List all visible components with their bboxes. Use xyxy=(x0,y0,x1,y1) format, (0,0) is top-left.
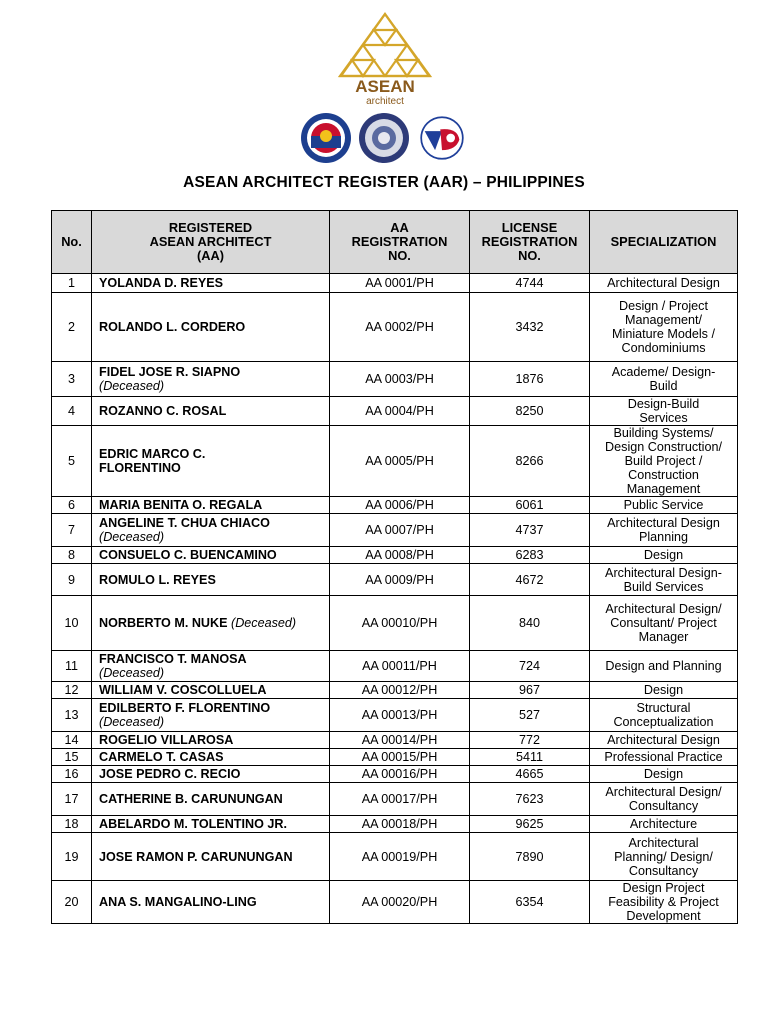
license-registration-no: 7623 xyxy=(470,783,590,816)
specialization-line: Planning/ Design/ xyxy=(614,849,713,864)
license-registration-no: 8266 xyxy=(470,426,590,497)
architect-name-text: WILLIAM V. COSCOLLUELA xyxy=(99,683,267,697)
row-number: 12 xyxy=(52,682,92,699)
header-aa-line: NO. xyxy=(388,248,411,263)
aa-registration-no: AA 0008/PH xyxy=(330,547,470,564)
license-registration-no: 772 xyxy=(470,732,590,749)
license-registration-no: 6283 xyxy=(470,547,590,564)
license-registration-no: 724 xyxy=(470,651,590,682)
row-number: 16 xyxy=(52,766,92,783)
architect-name-text: EDILBERTO F. FLORENTINO xyxy=(99,701,271,715)
header-license xyxy=(470,211,590,274)
aa-registration-no: AA 00018/PH xyxy=(330,816,470,833)
specialization xyxy=(590,732,738,749)
license-registration-no: 9625 xyxy=(470,816,590,833)
architect-name xyxy=(92,749,330,766)
specialization xyxy=(590,596,738,651)
table-body xyxy=(52,274,738,924)
deceased-label: (Deceased) xyxy=(99,530,165,544)
architect-name-text: JOSE PEDRO C. RECIO xyxy=(99,767,241,781)
seals-row xyxy=(300,112,476,164)
architect-name xyxy=(92,426,330,497)
specialization-line: Structural xyxy=(636,701,691,715)
architect-name xyxy=(92,293,330,362)
aa-registration-no: AA 00015/PH xyxy=(330,749,470,766)
aa-registration-no: AA 00014/PH xyxy=(330,732,470,749)
table-row xyxy=(52,362,738,397)
row-number: 11 xyxy=(52,651,92,682)
specialization-line: Architectural Design xyxy=(607,516,720,530)
acp-logo-icon xyxy=(416,112,468,164)
specialization xyxy=(590,766,738,783)
aa-registration-no: AA 00016/PH xyxy=(330,766,470,783)
header-license-line: REGISTRATION xyxy=(481,234,578,249)
architect-name xyxy=(92,816,330,833)
row-number: 13 xyxy=(52,699,92,732)
architect-name-text: FLORENTINO xyxy=(99,461,181,475)
header-license-line: LICENSE xyxy=(501,220,558,235)
row-number: 19 xyxy=(52,833,92,881)
license-registration-no: 6061 xyxy=(470,497,590,514)
deceased-label: (Deceased) xyxy=(99,715,165,729)
table-row xyxy=(52,699,738,732)
table-row xyxy=(52,881,738,924)
row-number: 8 xyxy=(52,547,92,564)
aa-registration-no: AA 0004/PH xyxy=(330,397,470,426)
architect-name-text: FIDEL JOSE R. SIAPNO xyxy=(99,365,241,379)
architect-name xyxy=(92,833,330,881)
row-number: 7 xyxy=(52,514,92,547)
specialization-line: Miniature Models / xyxy=(612,327,715,341)
specialization xyxy=(590,699,738,732)
table-row xyxy=(52,766,738,783)
specialization-line: Feasibility & Project xyxy=(608,895,719,909)
logo-subtext: architect xyxy=(366,96,404,106)
architect-name xyxy=(92,682,330,699)
table-row xyxy=(52,397,738,426)
specialization-line: Planning xyxy=(638,530,689,544)
aa-registration-no: AA 0005/PH xyxy=(330,426,470,497)
table-row xyxy=(52,514,738,547)
specialization-line: Design xyxy=(643,548,684,562)
specialization-line: Management xyxy=(626,482,701,496)
table-header-row xyxy=(52,211,738,274)
aa-registration-no: AA 00011/PH xyxy=(330,651,470,682)
row-number: 14 xyxy=(52,732,92,749)
specialization-line: Build Services xyxy=(623,579,704,594)
table-row xyxy=(52,426,738,497)
triangle-logo-icon xyxy=(330,10,440,106)
prc-seal-icon xyxy=(358,112,410,164)
specialization-line: Conceptualization xyxy=(613,715,714,729)
license-registration-no: 4737 xyxy=(470,514,590,547)
architect-name-text: ROMULO L. REYES xyxy=(99,572,216,587)
deceased-label: (Deceased) xyxy=(231,616,297,630)
architect-name xyxy=(92,881,330,924)
architect-name-text: CATHERINE B. CARUNUNGAN xyxy=(99,792,283,806)
specialization xyxy=(590,397,738,426)
table-row xyxy=(52,816,738,833)
aa-registration-no: AA 0001/PH xyxy=(330,274,470,293)
table-row xyxy=(52,749,738,766)
architect-name-text: CARMELO T. CASAS xyxy=(99,750,224,764)
specialization-line: Public Service xyxy=(623,498,704,512)
header-aa xyxy=(330,211,470,274)
row-number: 20 xyxy=(52,881,92,924)
architect-name-text: FRANCISCO T. MANOSA xyxy=(99,652,247,666)
aa-registration-no: AA 0009/PH xyxy=(330,564,470,596)
specialization xyxy=(590,497,738,514)
specialization-line: Architectural Design/ xyxy=(605,785,722,799)
license-registration-no: 6354 xyxy=(470,881,590,924)
specialization-line: Consultant/ Project xyxy=(610,616,717,630)
architect-name-text: ROZANNO C. ROSAL xyxy=(99,404,227,418)
specialization-line: Architecture xyxy=(629,817,698,831)
logo-text: ASEAN xyxy=(355,77,415,96)
aa-registration-no: AA 00013/PH xyxy=(330,699,470,732)
architect-name xyxy=(92,651,330,682)
header-aa-line: AA xyxy=(390,220,409,235)
architect-name-text: MARIA BENITA O. REGALA xyxy=(99,498,263,512)
deceased-label: (Deceased) xyxy=(99,379,165,393)
specialization xyxy=(590,293,738,362)
architect-name-text: YOLANDA D. REYES xyxy=(99,276,224,290)
license-registration-no: 4672 xyxy=(470,564,590,596)
row-number: 9 xyxy=(52,564,92,596)
specialization-line: Architectural Design/ xyxy=(605,602,722,616)
aa-registration-no: AA 0007/PH xyxy=(330,514,470,547)
table-row xyxy=(52,274,738,293)
row-number: 17 xyxy=(52,783,92,816)
table-row xyxy=(52,564,738,596)
architect-name-text: ROLANDO L. CORDERO xyxy=(99,320,246,334)
specialization-line: Design Construction/ xyxy=(605,440,722,454)
specialization-line: Manager xyxy=(638,630,689,644)
specialization-line: Professional Practice xyxy=(604,750,723,764)
specialization xyxy=(590,833,738,881)
row-number: 2 xyxy=(52,293,92,362)
architect-name-text: ABELARDO M. TOLENTINO JR. xyxy=(99,817,287,831)
header-aa-line: REGISTRATION xyxy=(351,234,448,249)
page-title: ASEAN ARCHITECT REGISTER (AAR) – PHILIPPINES xyxy=(183,174,585,191)
header-license-line: NO. xyxy=(518,248,541,263)
architect-name-text: EDRIC MARCO C. xyxy=(99,447,206,461)
specialization-line: Build xyxy=(649,379,678,393)
specialization-line: Services xyxy=(639,411,688,425)
aa-registration-no: AA 00017/PH xyxy=(330,783,470,816)
deceased-label: (Deceased) xyxy=(99,666,165,680)
table-row xyxy=(52,547,738,564)
specialization xyxy=(590,547,738,564)
specialization xyxy=(590,426,738,497)
specialization xyxy=(590,816,738,833)
table-row xyxy=(52,783,738,816)
specialization-line: Design / Project xyxy=(619,299,708,313)
header-name-line: REGISTERED xyxy=(168,220,253,235)
header-no: No. xyxy=(52,211,92,274)
aa-registration-no: AA 0006/PH xyxy=(330,497,470,514)
row-number: 10 xyxy=(52,596,92,651)
specialization-line: Construction xyxy=(628,468,699,482)
uap-seal-icon xyxy=(300,112,352,164)
specialization-line: Architectural xyxy=(628,835,699,850)
architect-name xyxy=(92,699,330,732)
architect-name xyxy=(92,732,330,749)
specialization-line: Architectural Design- xyxy=(605,565,722,580)
license-registration-no: 4744 xyxy=(470,274,590,293)
row-number: 15 xyxy=(52,749,92,766)
license-registration-no: 967 xyxy=(470,682,590,699)
architect-name-text: ANA S. MANGALINO-LING xyxy=(99,895,257,909)
aa-registration-no: AA 00012/PH xyxy=(330,682,470,699)
license-registration-no: 840 xyxy=(470,596,590,651)
specialization-line: Consultancy xyxy=(628,863,699,878)
row-number: 1 xyxy=(52,274,92,293)
row-number: 3 xyxy=(52,362,92,397)
architect-name-text: ROGELIO VILLAROSA xyxy=(99,733,234,747)
license-registration-no: 3432 xyxy=(470,293,590,362)
row-number: 6 xyxy=(52,497,92,514)
architect-name xyxy=(92,766,330,783)
specialization-line: Condominiums xyxy=(621,341,706,355)
architect-name-text: JOSE RAMON P. CARUNUNGAN xyxy=(99,849,293,864)
header-name-line: ASEAN ARCHITECT xyxy=(149,234,272,249)
table-row xyxy=(52,651,738,682)
specialization xyxy=(590,274,738,293)
architect-name-text: NORBERTO M. NUKE xyxy=(99,616,228,630)
header-name-line: (AA) xyxy=(196,248,224,263)
specialization xyxy=(590,564,738,596)
specialization-line: Design xyxy=(643,683,684,697)
specialization-line: Consultancy xyxy=(628,799,699,813)
aa-registration-no: AA 00019/PH xyxy=(330,833,470,881)
table-row xyxy=(52,732,738,749)
specialization-line: Architectural Design xyxy=(607,733,720,747)
architect-name xyxy=(92,547,330,564)
license-registration-no: 1876 xyxy=(470,362,590,397)
table-row xyxy=(52,497,738,514)
specialization xyxy=(590,749,738,766)
license-registration-no: 8250 xyxy=(470,397,590,426)
aa-registration-no: AA 0002/PH xyxy=(330,293,470,362)
architect-name xyxy=(92,274,330,293)
specialization-line: Design and Planning xyxy=(605,659,722,673)
register-table xyxy=(51,210,738,924)
aa-registration-no: AA 00020/PH xyxy=(330,881,470,924)
table-row xyxy=(52,833,738,881)
row-number: 5 xyxy=(52,426,92,497)
specialization-line: Building Systems/ xyxy=(613,426,714,440)
architect-name-text: CONSUELO C. BUENCAMINO xyxy=(99,548,277,562)
specialization-line: Design xyxy=(643,767,684,781)
specialization-line: Management/ xyxy=(624,313,702,327)
architect-name xyxy=(92,596,330,651)
specialization-line: Development xyxy=(626,909,701,923)
header-name xyxy=(92,211,330,274)
license-registration-no: 5411 xyxy=(470,749,590,766)
table-row xyxy=(52,682,738,699)
specialization xyxy=(590,651,738,682)
specialization xyxy=(590,783,738,816)
table-row xyxy=(52,293,738,362)
license-registration-no: 4665 xyxy=(470,766,590,783)
architect-name xyxy=(92,362,330,397)
specialization-line: Design Project xyxy=(622,881,705,895)
license-registration-no: 7890 xyxy=(470,833,590,881)
specialization xyxy=(590,682,738,699)
specialization xyxy=(590,362,738,397)
specialization-line: Build Project / xyxy=(624,454,703,468)
specialization-line: Architectural Design xyxy=(607,276,720,290)
specialization xyxy=(590,514,738,547)
asean-architect-logo xyxy=(330,10,440,106)
specialization xyxy=(590,881,738,924)
specialization-line: Design-Build xyxy=(627,397,700,411)
row-number: 4 xyxy=(52,397,92,426)
architect-name xyxy=(92,397,330,426)
license-registration-no: 527 xyxy=(470,699,590,732)
architect-name xyxy=(92,783,330,816)
row-number: 18 xyxy=(52,816,92,833)
architect-name xyxy=(92,497,330,514)
architect-name xyxy=(92,514,330,547)
architect-name xyxy=(92,564,330,596)
header-specialization: SPECIALIZATION xyxy=(590,211,738,274)
aa-registration-no: AA 0003/PH xyxy=(330,362,470,397)
architect-name-text: ANGELINE T. CHUA CHIACO xyxy=(99,516,270,530)
aa-registration-no: AA 00010/PH xyxy=(330,596,470,651)
table-row xyxy=(52,596,738,651)
specialization-line: Academe/ Design- xyxy=(611,365,716,379)
